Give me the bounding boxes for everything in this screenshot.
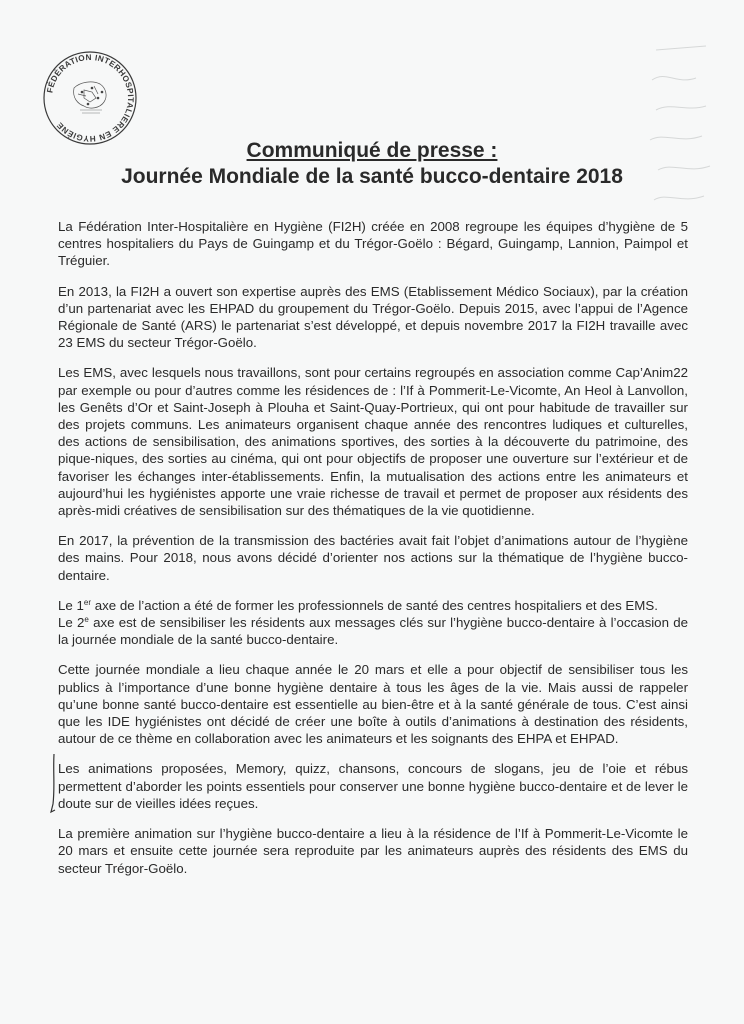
svg-text:FÉDÉRATION INTERHOSPITALIERE E: FÉDÉRATION INTERHOSPITALIERE EN HYGIÈNE [45, 52, 136, 144]
axis-1-superscript: er [83, 597, 92, 607]
margin-pen-mark [48, 752, 60, 822]
paragraph-prevention: En 2017, la prévention de la transmission des bactéries avait fait l’objet d’animations autour de l’hygiène des mains. Pour 2018, nous avons décidé d’orienter nos actions sur la thématique de l’hygiène bucco-dentaire. [58, 533, 688, 583]
paragraph-partnership: En 2013, la FI2H a ouvert son expertise auprès des EMS (Etablissement Médico Sociaux), par la création d’un partenariat avec les EHPAD du groupement du Trégor-Goëlo. Depuis 2015, avec l’appui de l’Agence Régionale de Santé (ARS) le partenariat s’est développé, et depuis novembre 2017 la FI2H travaille avec 23 EMS du secteur Trégor-Goëlo. [58, 283, 688, 351]
fi2h-logo [40, 48, 140, 148]
paragraph-first-animation: La première animation sur l’hygiène bucco-dentaire a lieu à la résidence de l’If à Pommerit-Le-Vicomte le 20 mars et ensuite cette journée sera reproduite par les animateurs auprès des résidents des EMS du secteur Trégor-Goëlo. [58, 826, 688, 876]
axis-2-superscript: e [84, 615, 89, 625]
paragraph-axes [58, 597, 688, 649]
press-release-heading: Communiqué de presse : [246, 139, 498, 162]
axis-2-text: axe est de sensibiliser les résidents aux messages clés sur l’hygiène bucco-dentaire à l’occasion de la journée mondiale de la santé bucco-dentaire. [58, 615, 688, 648]
paragraph-ems: Les EMS, avec lesquels nous travaillons, sont pour certains regroupés en association comme Cap’Anim22 par exemple ou pour d’autres comme les résidences de : l’If à Pommerit-Le-Vicomte, An Heol à Lanvollon, les Genêts d’Or et Saint-Joseph à Plouha et Saint-Quay-Portrieux, qui ont pour habitude de travailler sur des projets communs. Les animateurs organisent chaque année des rencontres ludiques et culturelles, des actions de sensibilisation, des animations sportives, des sorties à la découverte du patrimoine, des pique-niques, des sorties au cinéma, qui ont pour objectifs de proposer une ouverture sur l’extérieur et de favoriser les échanges inter-établissements. Enfin, la mutualisation des actions entre les animateurs et aujourd’hui les hygiénistes apporte une vraie richesse de travail et permet de proposer aux résidents des après-midi créatives de sensibilisation sur des thématiques de la vie quotidienne. [58, 365, 688, 519]
paragraph-world-day: Cette journée mondiale a lieu chaque année le 20 mars et elle a pour objectif de sensibiliser tous les publics à l’importance d’une bonne hygiène dentaire à tous les âges de la vie. Mais aussi de rappeler qu’une bonne santé bucco-dentaire est essentielle au bien-être et à la santé générale de tous. C’est ainsi que les IDE hygiénistes ont décidé de créer une boîte à outils d’animations à destination des résidents, autour de ce thème en collaboration avec les animateurs et les soignants des EHPA et EHPAD. [58, 662, 688, 747]
paragraph-animations: Les animations proposées, Memory, quizz, chansons, concours de slogans, jeu de l’oie et rébus permettent d’aborder les points essentiels pour conserver une bonne hygiène bucco-dentaire et de lever le doute sur de vieilles idées reçues. [58, 761, 688, 811]
press-release-title: Journée Mondiale de la santé bucco-dentaire 2018 [121, 165, 623, 188]
logo-seal-graphic [40, 48, 140, 148]
body-text [58, 218, 688, 890]
paragraph-intro: La Fédération Inter-Hospitalière en Hygiène (FI2H) créée en 2008 regroupe les équipes d’hygiène de 5 centres hospitaliers du Pays de Guingamp et du Trégor-Goëlo : Bégard, Guingamp, Lannion, Paimpol et Tréguier. [58, 219, 688, 269]
axis-1-prefix: Le 1 [58, 597, 84, 613]
axis-2-prefix: Le 2 [58, 615, 85, 631]
axis-1-text: axe de l’action a été de former les professionnels de santé des centres hospitaliers et des EMS. [91, 597, 658, 613]
title-block [0, 138, 744, 190]
